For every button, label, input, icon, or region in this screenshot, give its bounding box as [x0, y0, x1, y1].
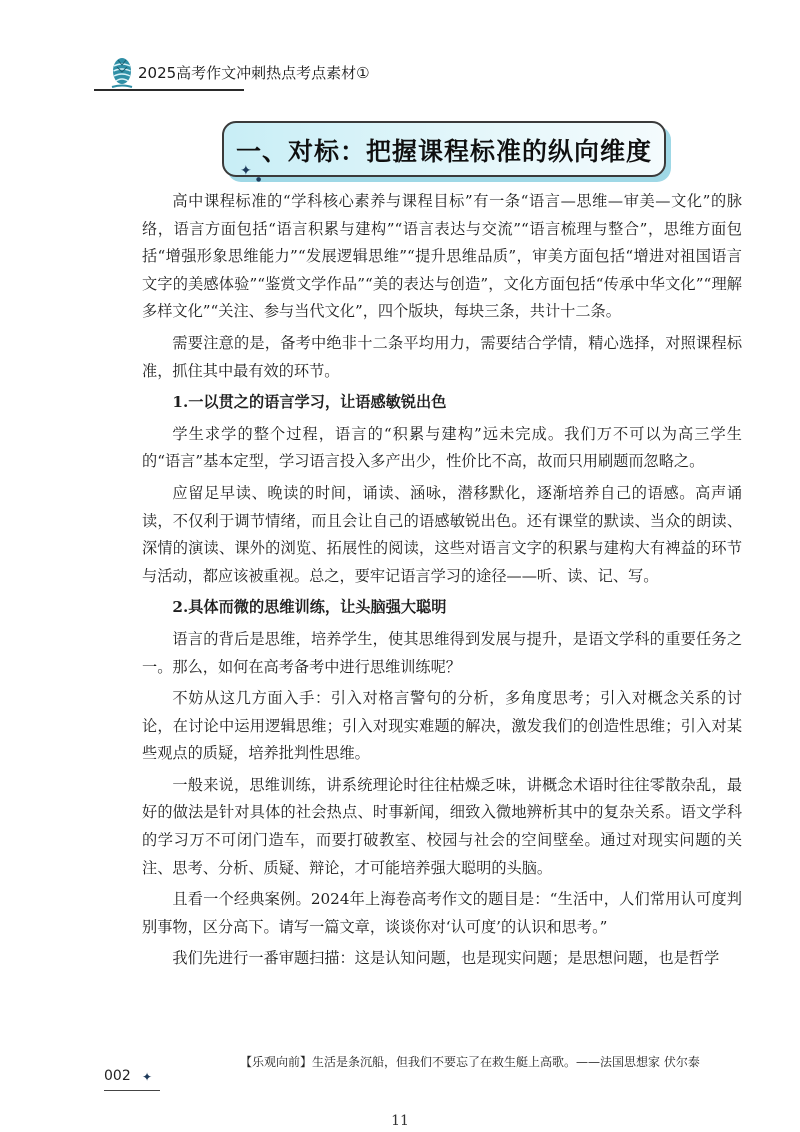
paragraph: 应留足早读、晚读的时间，诵读、涵咏，潜移默化，逐渐培养自己的语感。高声诵读，不仅利于调节情绪，而且会让自己的语感敏锐出色。还有课堂的默读、当众的朗读、深情的演读、课外的浏览、拓展性的阅读，这些对语言文字的积累与建构大有裨益的环节与活动，都应该被重视。总之，要牢记语言学习的途径——听、读、记、写。 [142, 483, 742, 585]
badge-underline [104, 1090, 160, 1091]
subheading: 1.一以贯之的语言学习，让语感敏锐出色 [172, 393, 447, 412]
subheading: 2.具体而微的思维训练，让头脑强大聪明 [172, 598, 447, 617]
page-number: 11 [391, 1113, 409, 1129]
page-badge: 002 [104, 1068, 131, 1084]
paragraph: 需要注意的是，备考中绝非十二条平均用力，需要结合学情，精心选择，对照课程标准，抓住其中最有效的环节。 [142, 333, 742, 380]
article-body [142, 188, 742, 973]
sparkle-icon: ✦ [142, 1070, 153, 1084]
footer-quote: 【乐观向前】生活是条沉船，但我们不要忘了在救生艇上高歌。——法国思想家 伏尔泰 [240, 1055, 700, 1069]
header-rule [94, 89, 244, 91]
section-title-banner [222, 121, 666, 177]
paragraph: 我们先进行一番审题扫描：这是认知问题，也是现实问题；是思想问题，也是哲学 [172, 949, 720, 968]
paragraph: 学生求学的整个过程，语言的“积累与建构”远未完成。我们万不可以为高三学生的“语言”基本定型，学习语言投入多产出少，性价比不高，故而只用刷题而忽略之。 [142, 424, 742, 471]
section-title: 一、对标：把握课程标准的纵向维度 [235, 137, 652, 166]
header-title: 2025高考作文冲刺热点考点素材① [138, 64, 370, 82]
sparkle-icon: ✦ [240, 163, 252, 179]
paragraph: 且看一个经典案例。2024年上海卷高考作文的题目是：“生活中，人们常用认可度判别事物，区分高下。请写一篇文章，谈谈你对‘认可度’的认识和思考。” [142, 890, 742, 936]
paragraph: 不妨从这几方面入手：引入对格言警句的分析，多角度思考；引入对概念关系的讨论，在讨论中运用逻辑思维；引入对现实难题的解决，激发我们的创造性思维；引入对某些观点的质疑，培养批判性思维。 [142, 689, 742, 763]
paragraph: 一般来说，思维训练，讲系统理论时往往枯燥乏味，讲概念术语时往往零散杂乱，最好的做法是针对具体的社会热点、时事新闻，细致入微地辨析其中的复杂关系。语文学科的学习万不可闭门造车，而要打破教室、校园与社会的空间壁垒。通过对现实问题的关注、思考、分析、质疑、辩论，才可能培养强大聪明的头脑。 [142, 775, 742, 877]
sparkle-dot-icon: ● [256, 176, 262, 183]
paragraph: 语言的背后是思维，培养学生，使其思维得到发展与提升，是语文学科的重要任务之一。那么，如何在高考备考中进行思维训练呢？ [142, 629, 742, 676]
pinecone-icon [110, 56, 134, 90]
paragraph: 高中课程标准的“学科核心素养与课程目标”有一条“语言—思维—审美—文化”的脉络，语言方面包括“语言积累与建构”“语言表达与交流”“语言梳理与整合”，思维方面包括“增强形象思维能力”“发展逻辑思维”“提升思维品质”，审美方面包括“增进对祖国语言文字的美感体验”“鉴赏文学作品”“美的表达与创造”，文化方面包括“传承中华文化”“理解多样文化”“关注、参与当代文化”，四个版块，每块三条，共计十二条。 [142, 192, 742, 321]
